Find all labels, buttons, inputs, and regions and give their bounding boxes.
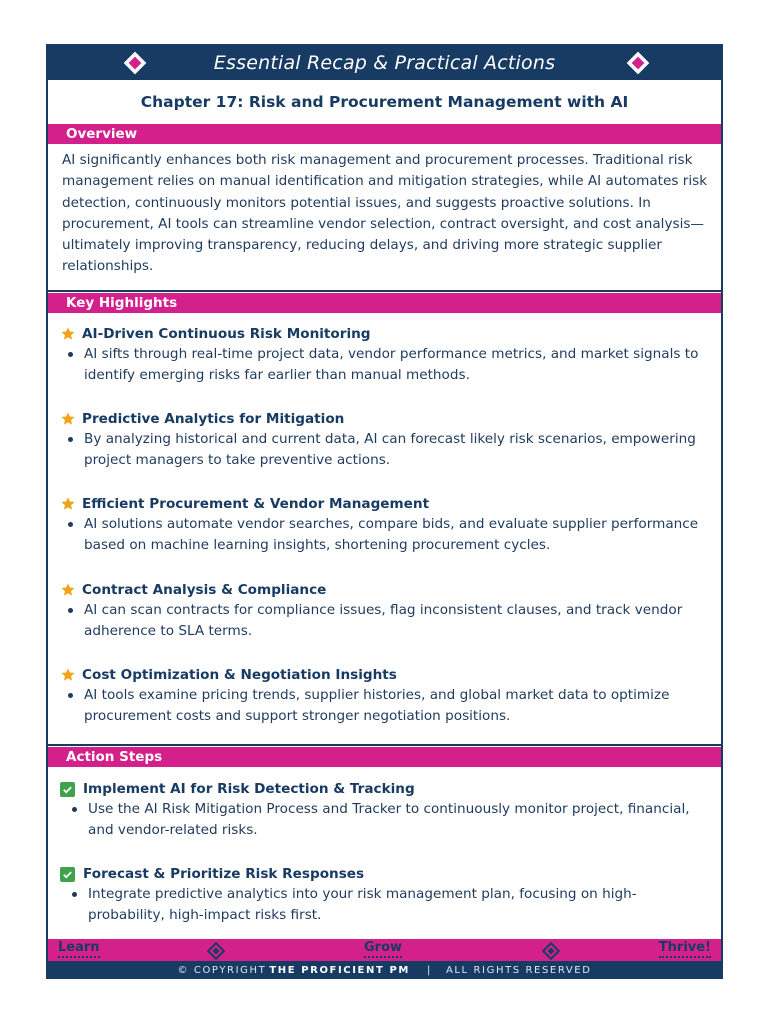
star-icon (60, 667, 76, 683)
action-item (60, 779, 710, 842)
action-body: Integrate predictive analytics into your risk management plan, focusing on high-probability, high-impact risks first. (88, 886, 637, 924)
header-banner (48, 46, 721, 80)
star-icon (60, 582, 76, 598)
footer-word-learn: Learn (58, 941, 100, 958)
bullet (72, 892, 77, 897)
action-title: Implement AI for Risk Detection & Tracking (83, 781, 415, 797)
chapter-title: Chapter 17: Risk and Procurement Management with AI (140, 93, 629, 111)
highlight-item (60, 409, 710, 472)
brand-name: THE PROFICIENT PM (269, 964, 410, 976)
check-icon (60, 867, 75, 882)
highlight-title: Predictive Analytics for Mitigation (82, 411, 345, 427)
diamond-icon (207, 942, 225, 960)
highlight-title: Efficient Procurement & Vendor Management (82, 496, 430, 512)
bullet (72, 807, 77, 812)
rights-text: ALL RIGHTS RESERVED (445, 964, 592, 976)
bullet (68, 437, 73, 442)
copyright-separator: | (426, 964, 432, 976)
check-icon (60, 782, 75, 797)
overview-heading: Overview (48, 124, 721, 144)
bullet (68, 693, 73, 698)
highlight-body: AI tools examine pricing trends, supplier histories, and global market data to optimize procurement costs and support stronger negotiation positions. (84, 687, 670, 725)
star-icon (60, 326, 76, 342)
highlights-heading: Key Highlights (48, 293, 721, 313)
action-title: Forecast & Prioritize Risk Responses (83, 866, 365, 882)
divider (48, 290, 721, 292)
diamond-icon (122, 50, 148, 76)
overview-text: AI significantly enhances both risk management and procurement processes. Traditional risk management relies on manual identification and mitigation strategies, while AI automates risk detection, continuously monitors potential issues, and suggests proactive solutions. In procurement, AI tools can streamline vendor selection, contract oversight, and cost analysis—ultimately improving transparency, reducing delays, and driving more strategic supplier relationships. (62, 152, 708, 275)
diamond-icon (625, 50, 651, 76)
footer-word-grow: Grow (364, 941, 402, 958)
action-item (60, 864, 710, 927)
banner-title: Essential Recap & Practical Actions (213, 52, 556, 74)
footer-strip (48, 939, 721, 961)
recap-card (46, 44, 723, 979)
highlight-body: AI solutions automate vendor searches, compare bids, and evaluate supplier performance based on machine learning insights, shortening procurement cycles. (84, 516, 699, 554)
highlight-item (60, 324, 710, 387)
highlight-title: Cost Optimization & Negotiation Insights (82, 667, 397, 683)
bullet (68, 522, 73, 527)
highlight-body: By analyzing historical and current data, AI can forecast likely risk scenarios, empowering project managers to take preventive actions. (84, 431, 696, 469)
star-icon (60, 411, 76, 427)
highlight-item (60, 494, 710, 557)
highlight-body: AI can scan contracts for compliance issues, flag inconsistent clauses, and track vendor adherence to SLA terms. (84, 602, 683, 640)
copyright-bar (48, 961, 721, 979)
footer-word-thrive: Thrive! (659, 941, 711, 958)
diamond-icon (542, 942, 560, 960)
actions-heading: Action Steps (48, 747, 721, 767)
highlight-body: AI sifts through real-time project data, vendor performance metrics, and market signals to identify emerging risks far earlier than manual methods. (84, 346, 699, 384)
divider (48, 744, 721, 746)
highlight-title: Contract Analysis & Compliance (82, 582, 327, 598)
highlight-item (60, 665, 710, 728)
star-icon (60, 496, 76, 512)
copyright-prefix: © COPYRIGHT (177, 964, 267, 976)
bullet (68, 608, 73, 613)
highlight-title: AI-Driven Continuous Risk Monitoring (82, 326, 371, 342)
bullet (68, 352, 73, 357)
highlight-item (60, 580, 710, 643)
action-body: Use the AI Risk Mitigation Process and Tracker to continuously monitor project, financial, and vendor-related risks. (88, 801, 690, 839)
